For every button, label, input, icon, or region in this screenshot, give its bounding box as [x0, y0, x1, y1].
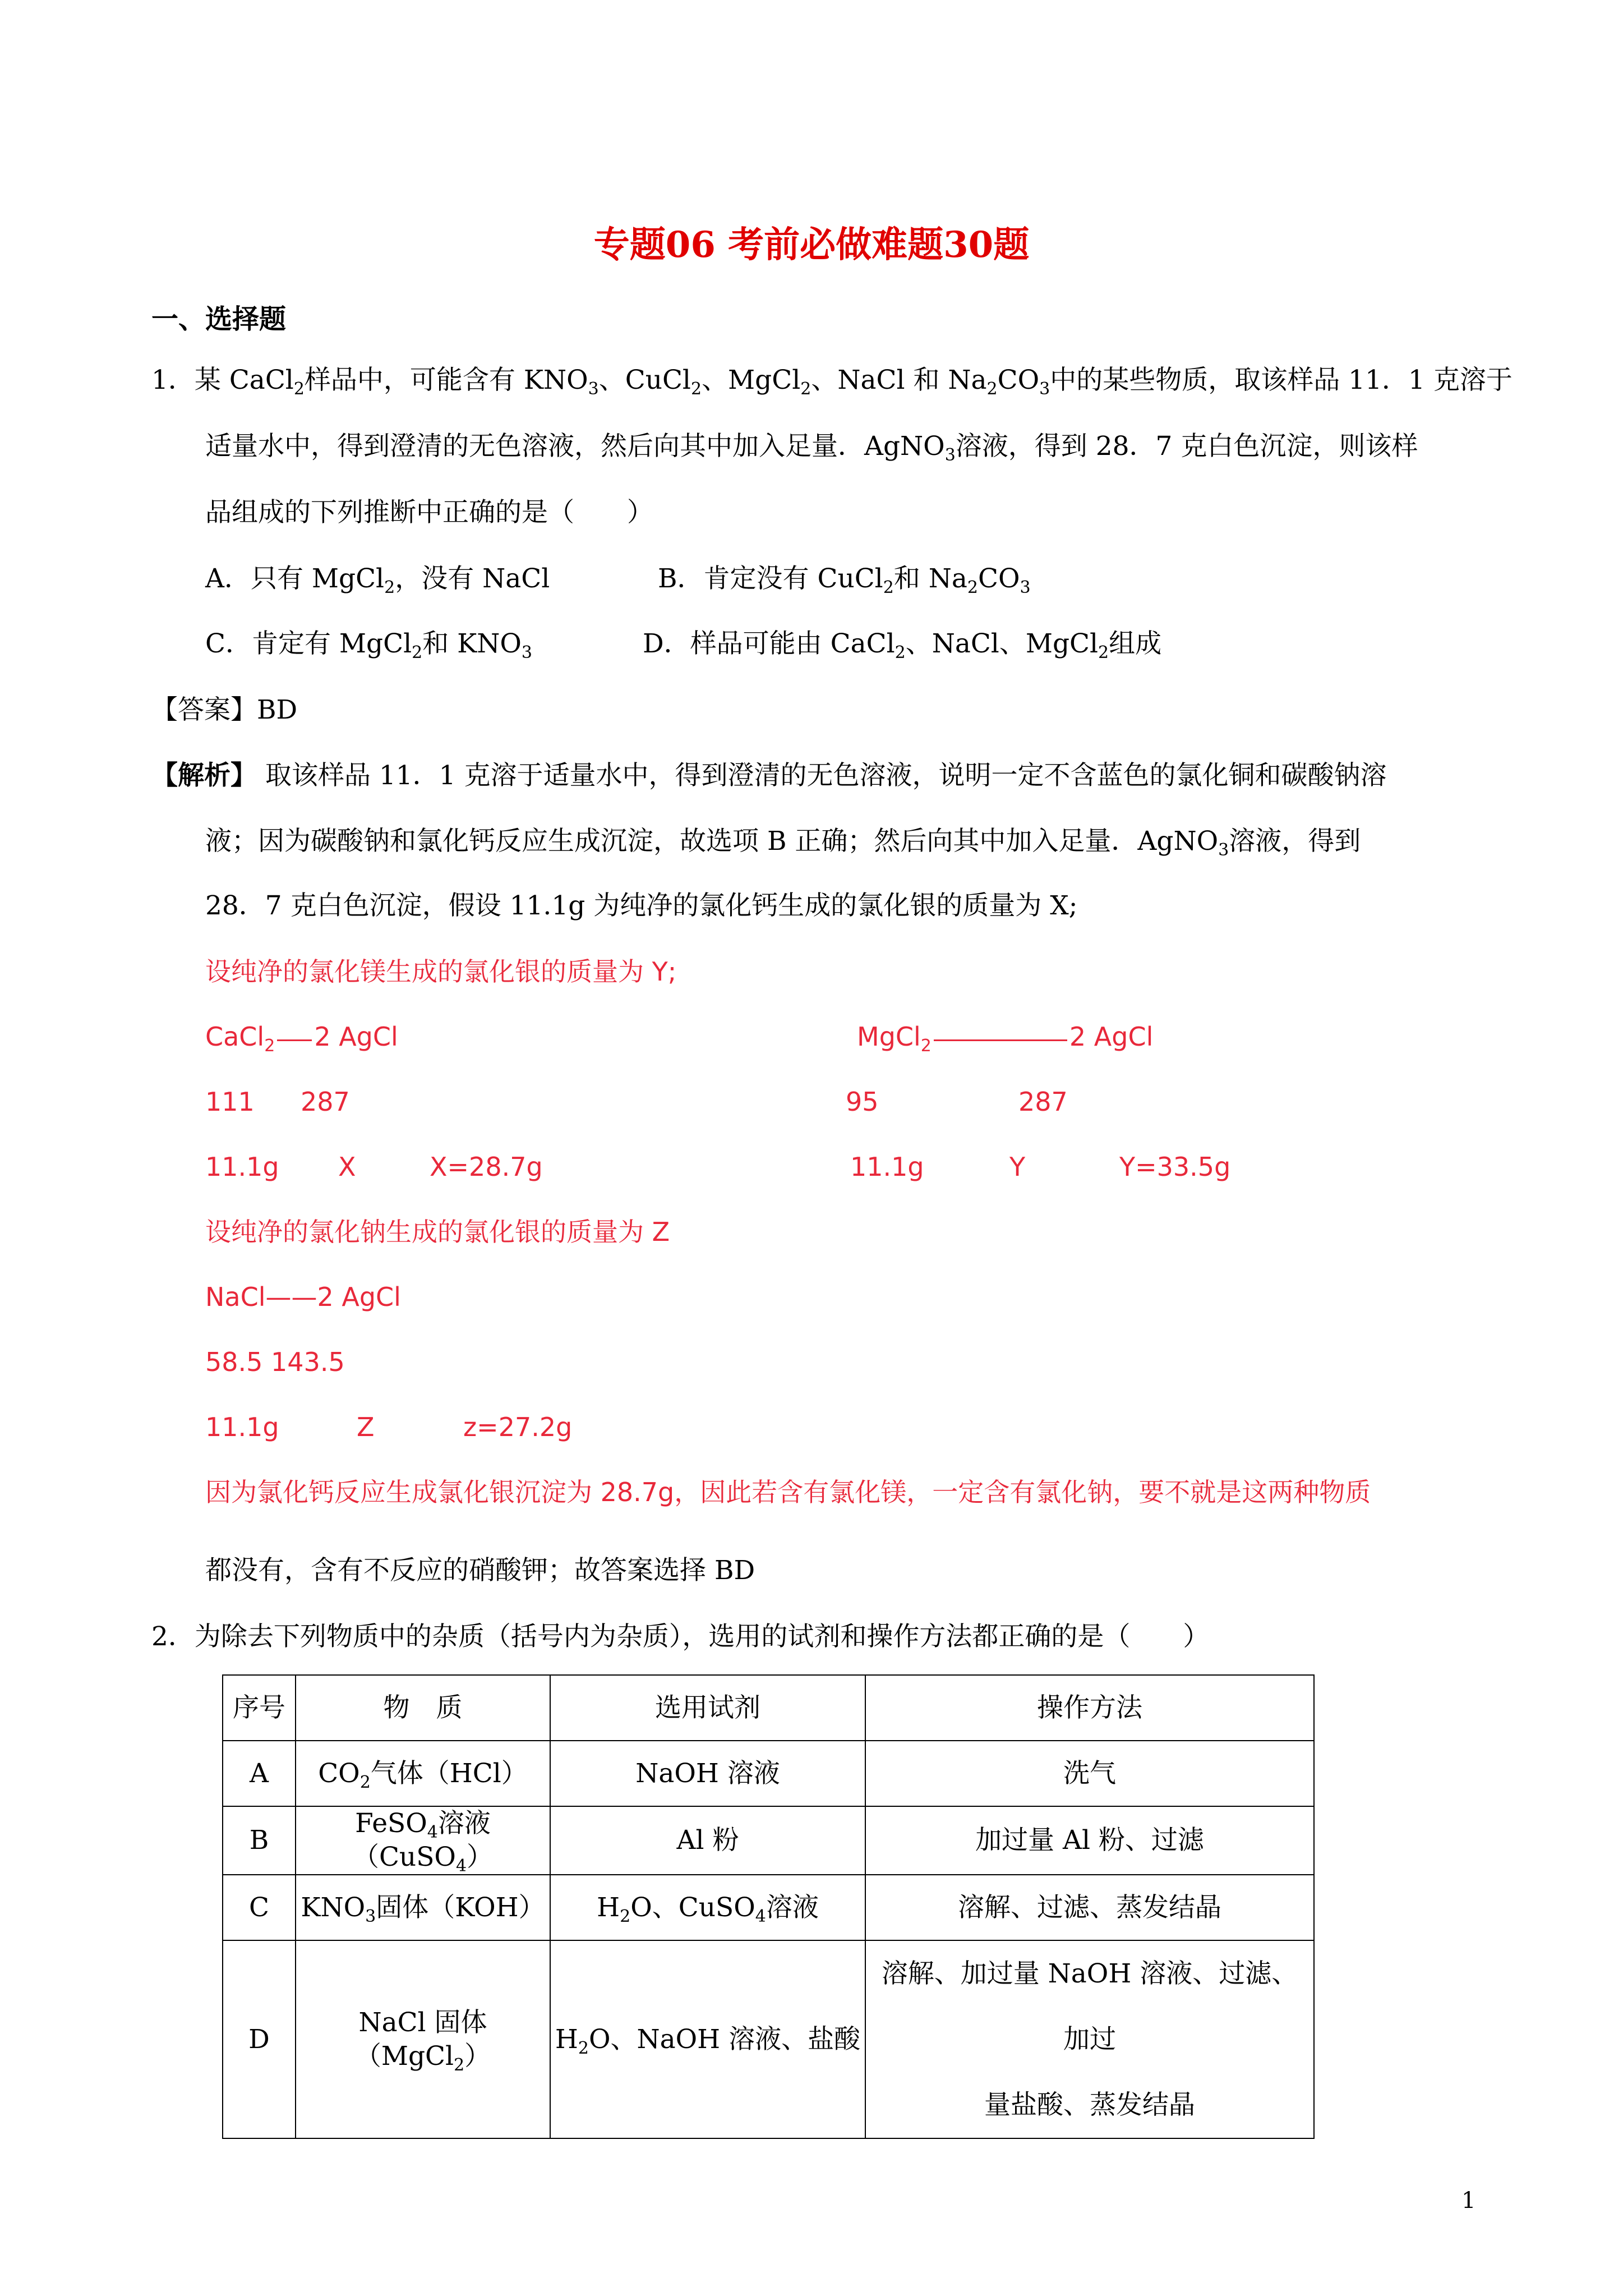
table-cell-id: B: [223, 1806, 296, 1875]
table-cell-method: 溶解、加过量 NaOH 溶液、过滤、加过 量盐酸、蒸发结晶: [865, 1940, 1314, 2138]
q1-option-a: A．只有 MgCl$_2$，没有 NaCl: [205, 563, 550, 597]
table-cell-id: A: [223, 1741, 296, 1806]
table-header-cell: 选用试剂: [550, 1675, 865, 1741]
q2-stem: 2．为除去下列物质中的杂质（括号内为杂质），选用的试剂和操作方法都正确的是（ ）: [151, 1621, 1210, 1652]
table-cell-id: D: [223, 1940, 296, 2138]
q1-answer: 【答案】BD: [151, 694, 298, 725]
table-cell-substance: NaCl 固体（MgCl$_2$）: [296, 1940, 550, 2138]
table-cell-substance: FeSO$_4$溶液（CuSO$_4$）: [296, 1806, 550, 1875]
q1-stem-line1: 1．某 CaCl$_2$样品中，可能含有 $KNO_3$、CuCl$_2$、MgCl$_2$、NaCl 和 $Na_2CO_3$中的某些物质，取该样品 11．1 克溶于: [151, 365, 1513, 399]
table-row: [223, 1741, 1314, 1806]
q1-analysis-line3: 28．7 克白色沉淀，假设 11.1g 为纯净的氯化钙生成的氯化银的质量为 X;: [205, 890, 1078, 921]
table-cell-method: 洗气: [865, 1741, 1314, 1806]
calc-var-y: Y: [1009, 1152, 1026, 1182]
calc-mgcl-equation: MgCl$_2$ 2 AgCl: [857, 1022, 1154, 1056]
table-cell-substance: $KNO_3$固体（KOH）: [296, 1875, 550, 1940]
q1-option-c: C．肯定有 MgCl$_2$和 $KNO_3$: [205, 628, 533, 662]
calc-cacl-equation: CaCl$_2$ 2 AgCl: [205, 1022, 398, 1056]
calc-molar-111: 111: [205, 1087, 255, 1117]
q1-option-d: D．样品可能由 CaCl$_2$、NaCl、MgCl$_2$组成: [643, 628, 1162, 662]
q1-analysis-line2: 液；因为碳酸钠和氯化钙反应生成沉淀，故选项 B 正确；然后向其中加入足量．AgNO$_3$溶液，得到: [205, 826, 1361, 860]
table-cell-reagent: Al 粉: [550, 1806, 865, 1875]
calc-mgcl-intro: 设纯净的氯化镁生成的氯化银的质量为 Y;: [205, 956, 677, 987]
table-cell-id: C: [223, 1875, 296, 1940]
table-cell-reagent: $H_2O$、CuSO$_4$溶液: [550, 1875, 865, 1940]
section-heading: 一、选择题: [151, 303, 287, 335]
q1-stem-line2: 适量水中，得到澄清的无色溶液，然后向其中加入足量．AgNO$_3$溶液，得到 28．7 克白色沉淀，则该样: [205, 431, 1418, 465]
calc-result-x: X=28.7g: [430, 1152, 543, 1182]
calc-nacl-molar: 58.5 143.5: [205, 1347, 345, 1377]
calc-nacl-equation: NaCl——2 AgCl: [205, 1282, 401, 1312]
table-row: [223, 1940, 1314, 2138]
calc-conclusion: 因为氯化钙反应生成氯化银沉淀为 28.7g，因此若含有氯化镁，一定含有氯化钠，要不就是这两种物质: [205, 1477, 1371, 1507]
table-row: [223, 1875, 1314, 1940]
calc-result-z: z=27.2g: [463, 1412, 573, 1442]
table-cell-method: 加过量 Al 粉、过滤: [865, 1806, 1314, 1875]
q1-analysis-line1: 【解析】 取该样品 11．1 克溶于适量水中，得到澄清的无色溶液，说明一定不含蓝色的氯化铜和碳酸钠溶: [151, 760, 1387, 791]
calc-molar-95: 95: [846, 1087, 879, 1117]
page-number: 1: [1461, 2188, 1476, 2214]
calc-mass-111g-c: 11.1g: [205, 1412, 279, 1442]
table-cell-reagent: $H_2O$、NaOH 溶液、盐酸: [550, 1940, 865, 2138]
calc-molar-287a: 287: [301, 1087, 350, 1117]
q2-table: [222, 1674, 1315, 2139]
q1-stem-line3: 品组成的下列推断中正确的是（ ）: [205, 497, 653, 528]
calc-result-y: Y=33.5g: [1119, 1152, 1231, 1182]
calc-var-z: Z: [357, 1412, 375, 1442]
q1-option-b: B．肯定没有 CuCl$_2$和 $Na_2CO_3$: [658, 563, 1031, 597]
table-header-cell: 物 质: [296, 1675, 550, 1741]
table-header-cell: 序号: [223, 1675, 296, 1741]
q1-conclusion: 都没有，含有不反应的硝酸钾；故答案选择 BD: [205, 1555, 755, 1586]
calc-mass-111g-a: 11.1g: [205, 1152, 279, 1182]
table-cell-method: 溶解、过滤、蒸发结晶: [865, 1875, 1314, 1940]
table-header-row: [223, 1675, 1314, 1741]
table-cell-substance: $CO_2$气体（HCl）: [296, 1741, 550, 1806]
table-row: [223, 1806, 1314, 1875]
table-cell-reagent: NaOH 溶液: [550, 1741, 865, 1806]
table-header-cell: 操作方法: [865, 1675, 1314, 1741]
page-title: 专题06 考前必做难题30题: [593, 224, 1030, 266]
calc-nacl-intro: 设纯净的氯化钠生成的氯化银的质量为 Z: [205, 1217, 670, 1247]
calc-molar-287b: 287: [1018, 1087, 1068, 1117]
calc-var-x: X: [338, 1152, 356, 1182]
calc-mass-111g-b: 11.1g: [850, 1152, 924, 1182]
